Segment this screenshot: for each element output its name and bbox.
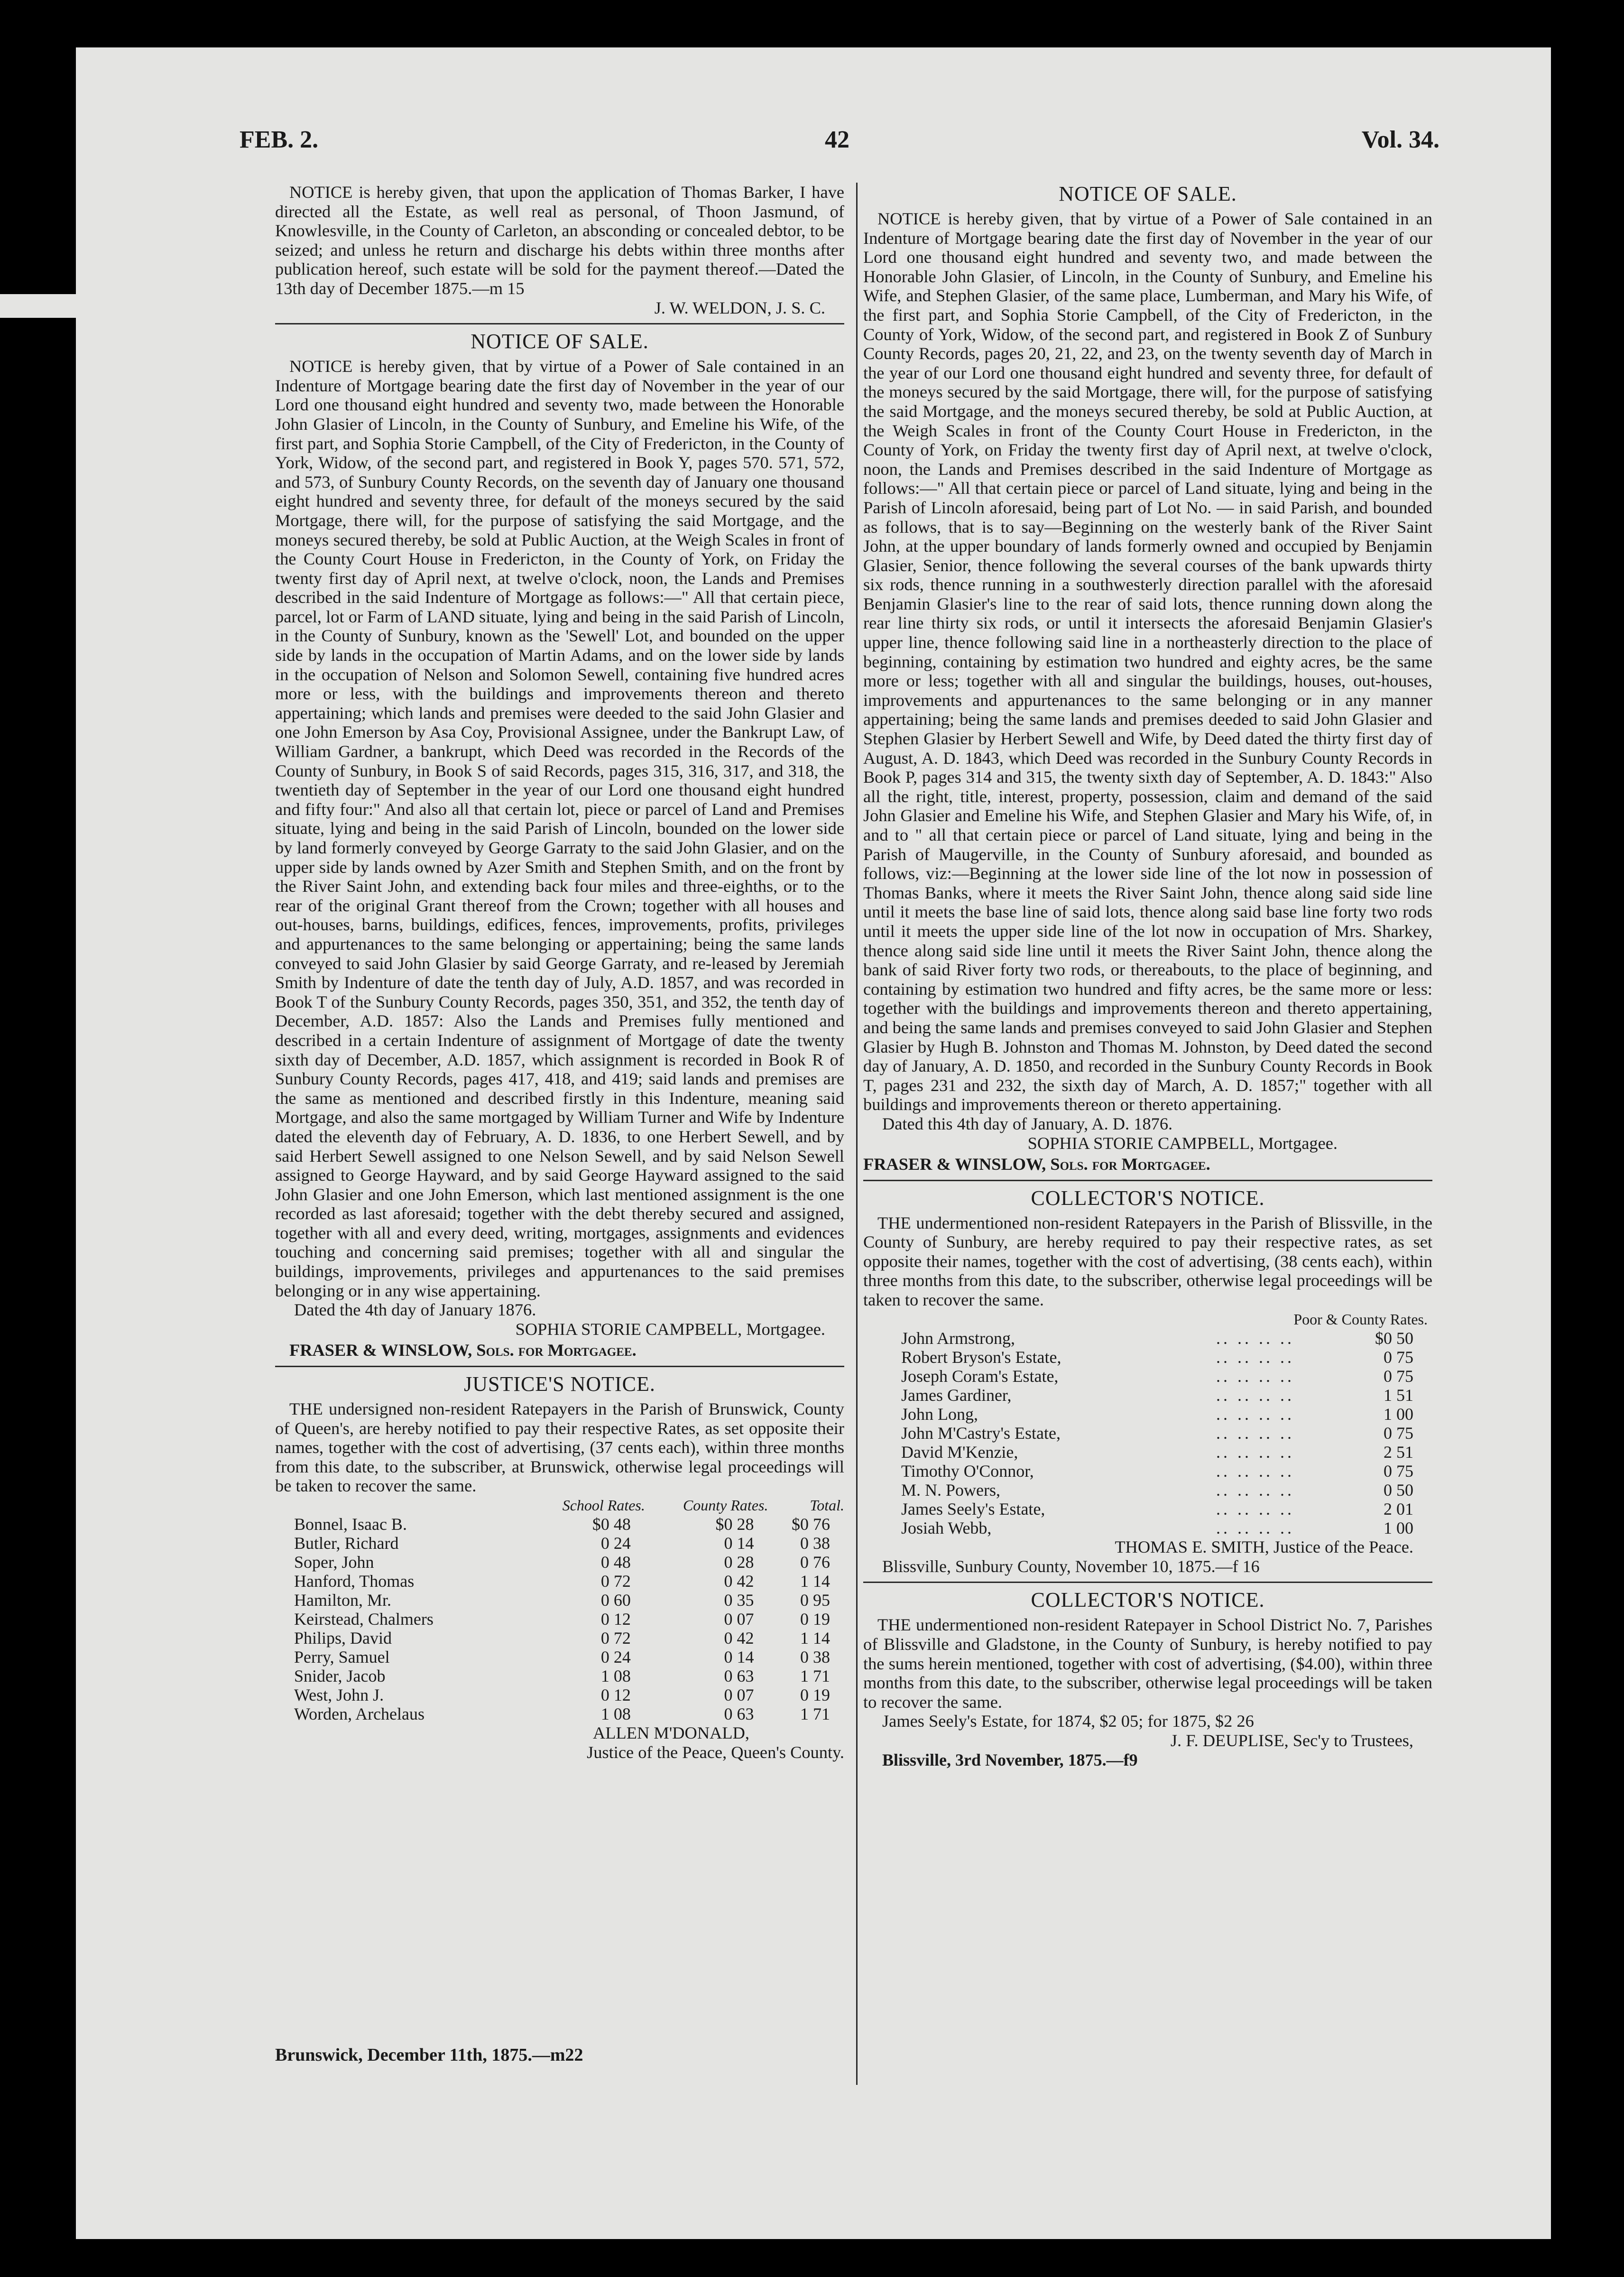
sale-text: NOTICE is hereby given, that by virtue of a Power of Sale contained in an Indenture of Mortgage bearing date the first day of November in the year of our Lord one thousand eight hundred and seventy two, made between the Honorable John Glasier of Lincoln, in the County of Sunbury, and Emeline his Wife, of the first part, and Sophia Storie Campbell, of the City of Fredericton, in the County of York, Widow, of the second part, and registered in Book Y, pages 570. 571, 572, and 573, of Sunbury County Records, on the seventh day of January one thousand eight hundred and seventy three, for default of the moneys secured by the said Mortgage, there will, for the purpose of satisfying the said Mortgage, and the moneys secured thereby, be sold at Public Auction, at the Weigh Scales in front of the County Court House in Fredericton, in the County of York, on Friday the twenty first day of April next, at twelve o'clock, noon, the Lands and Premises described in the said Indenture of Mortgage as follows:—" All that certain piece, parcel, lot or Farm of LAND situate, lying and being in the said Parish of Lincoln, in the County of Sunbury, known as the 'Sewell' Lot, and bounded on the upper side by lands in the occupation of Martin Adams, and on the lower side by lands in the occupation of Nelson and Solomon Sewell, containing five hundred acres more or less, with the buildings and improvements thereon and thereto appertaining; which lands and premises were deeded to the said John Glasier and one John Emerson by Asa Coy, Provisional Assignee, under the Bankrupt Law, of William Gardner, a bankrupt, which Deed was recorded in the Records of the County of Sunbury, in Book S of said Records, pages 315, 316, 317, and 318, the twentieth day of September in the year of our Lord one thousand eight hundred and fifty four:" And also all that certain lot, piece or parcel of Land and Premises situate, lying and being in the said Parish of Lincoln, bounded on the lower side by land formerly conveyed by George Garraty to the said John Glasier, and on the upper side by lands owned by Azer Smith and Stephen Smith, and on the front by the River Saint John, and extending back four miles and three-eighths, or to the rear of the original Grant thereof from the Crown; together with all houses and out-houses, barns, buildings, edifices, fences, improvements, profits, privileges and appurtenances to the same belonging or appertaining; being the same lands conveyed to said John Glasier by said George Garraty, and re-leased by Jeremiah Smith by Indenture of date the tenth day of July, A.D. 1857, and was recorded in Book T of the Sunbury County Records, pages 350, 351, and 352, the tenth day of December, A.D. 1857: Also the Lands and Premises fully mentioned and described in a certain Indenture of assignment of Mortgage of date the twenty sixth day of December, A.D. 1857, which assignment is recorded in Book R of Sunbury County Records, pages 417, 418, and 419; said lands and premises are the same as mentioned and described firstly in this Indenture, meaning said Mortgage, and also the same mortgaged by William Turner and Wife by Indenture dated the eleventh day of February, A. D. 1836, to one Herbert Sewell, and by said Herbert Sewell assigned to one Nelson Sewell, and by said Nelson Sewell assigned to George Hayward, and by said George Hayward assigned to the said John Glasier and one John Emerson, which last mentioned assignment is the one recorded as last aforesaid; together with the debt thereby secured and assigned, together with all and every deed, writing, mortgages, assignments and evidences touching and concerning said premises; together with all and singular the buildings, improvements, privileges and appurtenances to the said premises belonging or in any wise appertaining. bbox=[275, 357, 844, 1300]
rate-amount: 1 00 bbox=[1384, 1405, 1413, 1424]
table-row bbox=[863, 1462, 1432, 1481]
notice-signature: J. W. WELDON, J. S. C. bbox=[654, 298, 825, 317]
ratepayer-name: Snider, Jacob bbox=[294, 1666, 386, 1685]
school-rate: 1 08 bbox=[600, 1666, 631, 1685]
total-rate: $0 76 bbox=[792, 1515, 830, 1534]
table-row bbox=[863, 1329, 1432, 1348]
table-row bbox=[275, 1610, 844, 1629]
divider bbox=[275, 1366, 844, 1367]
collectors-notice-1 bbox=[863, 1187, 1432, 1576]
ratepayer-name: Josiah Webb, bbox=[901, 1518, 992, 1538]
table-row bbox=[275, 1629, 844, 1648]
collectors-notice-2 bbox=[863, 1589, 1432, 1769]
table-row bbox=[863, 1367, 1432, 1386]
school-rate: 0 24 bbox=[600, 1648, 631, 1666]
leader-dots: .. .. .. .. bbox=[1216, 1518, 1294, 1538]
leader-dots: .. .. .. .. bbox=[1216, 1386, 1294, 1405]
table-row bbox=[863, 1405, 1432, 1424]
justice-signature-title: Justice of the Peace, Queen's County. bbox=[587, 1742, 844, 1762]
school-rate: 1 08 bbox=[600, 1704, 631, 1723]
page-header bbox=[240, 126, 1439, 164]
rate-amount: 0 75 bbox=[1384, 1462, 1413, 1481]
section-title: NOTICE OF SALE. bbox=[471, 330, 649, 353]
ratepayer-name: Bonnel, Isaac B. bbox=[294, 1515, 407, 1534]
school-rate: 0 72 bbox=[600, 1629, 631, 1648]
table-row bbox=[275, 1666, 844, 1685]
leader-dots: .. .. .. .. bbox=[1216, 1443, 1294, 1462]
total-rate: 0 76 bbox=[800, 1553, 830, 1572]
rate-amount: 2 01 bbox=[1384, 1499, 1413, 1519]
total-rate: 0 38 bbox=[800, 1648, 830, 1666]
collector-signature: THOMAS E. SMITH, Justice of the Peace. bbox=[1115, 1537, 1413, 1557]
rate-amount: 1 51 bbox=[1384, 1386, 1413, 1405]
rate-amount: 0 75 bbox=[1384, 1367, 1413, 1386]
sale-solicitors: FRASER & WINSLOW, Sols. for Mortgagee. bbox=[289, 1341, 637, 1360]
school-rate: 0 72 bbox=[600, 1572, 631, 1591]
school-rate: 0 24 bbox=[600, 1534, 631, 1553]
collector-text: THE undermentioned non-resident Ratepayer in School District No. 7, Parishes of Blissville and Gladstone, in the County of Sunbury, is hereby notified to pay the sums herein mentioned, together with cost of advertising, ($4.00), within three months from this date, to the subscriber, otherwise legal proceedings will be taken to recover the same. bbox=[863, 1615, 1432, 1712]
ratepayer-name: Joseph Coram's Estate, bbox=[901, 1367, 1059, 1386]
sale-signature: SOPHIA STORIE CAMPBELL, Mortgagee. bbox=[515, 1319, 825, 1339]
ratepayer-name: Perry, Samuel bbox=[294, 1648, 390, 1666]
ratepayer-name: Hanford, Thomas bbox=[294, 1572, 415, 1591]
page-number: 42 bbox=[825, 126, 849, 153]
table-row bbox=[275, 1572, 844, 1591]
justices-notice bbox=[275, 1373, 844, 1762]
sale-solicitors: FRASER & WINSLOW, Sols. for Mortgagee. bbox=[863, 1155, 1210, 1174]
paper-scrap bbox=[0, 294, 81, 318]
ratepayer-name: Hamilton, Mr. bbox=[294, 1591, 391, 1610]
leader-dots: .. .. .. .. bbox=[1216, 1405, 1294, 1424]
justice-text: THE undersigned non-resident Ratepayers in the Parish of Brunswick, County of Queen's, are hereby notified to pay their respective Rates, as set opposite their names, together with the cost of advertising, (37 cents each), within three months from this date, to the subscriber, at Brunswick, otherwise legal proceedings will be taken to recover the same. bbox=[275, 1399, 844, 1496]
table-row bbox=[863, 1518, 1432, 1537]
table-row bbox=[275, 1553, 844, 1572]
header-date: FEB. 2. bbox=[240, 126, 319, 153]
school-rate: $0 48 bbox=[592, 1515, 631, 1534]
ratepayer-name: David M'Kenzie, bbox=[901, 1443, 1018, 1462]
leader-dots: .. .. .. .. bbox=[1216, 1499, 1294, 1519]
table-row bbox=[275, 1704, 844, 1723]
collector-text: THE undermentioned non-resident Ratepayers in the Parish of Blissville, in the County of Sunbury, are hereby required to pay their respective rates, as set opposite their names, together with the cost of advertising, (38 cents each), within three months from this date, to the subscriber, otherwise legal proceedings will be taken to recover the same. bbox=[863, 1213, 1432, 1310]
school-rate: 0 12 bbox=[600, 1685, 631, 1704]
total-rate: 0 95 bbox=[800, 1591, 830, 1610]
section-title: NOTICE OF SALE. bbox=[1059, 183, 1237, 205]
justice-footer: Brunswick, December 11th, 1875.—m22 bbox=[275, 2045, 583, 2065]
table-row bbox=[275, 1685, 844, 1704]
county-rate: 0 07 bbox=[724, 1685, 754, 1704]
county-rate: $0 28 bbox=[715, 1515, 754, 1534]
school-rate: 0 12 bbox=[600, 1610, 631, 1629]
leader-dots: .. .. .. .. bbox=[1216, 1367, 1294, 1386]
collector-rates-table bbox=[863, 1329, 1432, 1537]
county-rate: 0 63 bbox=[724, 1666, 754, 1685]
county-rate: 0 42 bbox=[724, 1629, 754, 1648]
collector-signature: J. F. DEUPLISE, Sec'y to Trustees, bbox=[1170, 1731, 1413, 1750]
total-rate: 1 14 bbox=[800, 1629, 830, 1648]
table-row bbox=[275, 1515, 844, 1534]
sale-dated: Dated this 4th day of January, A. D. 1876. bbox=[882, 1114, 1173, 1133]
rates-label: Poor & County Rates. bbox=[1293, 1310, 1428, 1328]
table-row bbox=[275, 1534, 844, 1553]
ratepayer-name: West, John J. bbox=[294, 1685, 384, 1704]
volume-number: Vol. 34. bbox=[1361, 126, 1439, 153]
leader-dots: .. .. .. .. bbox=[1216, 1424, 1294, 1443]
rate-amount: 2 51 bbox=[1384, 1443, 1413, 1462]
ratepayer-name: Butler, Richard bbox=[294, 1534, 399, 1553]
ratepayer-name: Soper, John bbox=[294, 1553, 374, 1572]
ratepayer-name: Philips, David bbox=[294, 1629, 392, 1648]
table-row bbox=[275, 1591, 844, 1610]
ratepayer-name: James Seely's Estate, bbox=[901, 1499, 1045, 1519]
county-rate: 0 07 bbox=[724, 1610, 754, 1629]
section-title: COLLECTOR'S NOTICE. bbox=[1031, 1588, 1265, 1612]
notice-text: NOTICE is hereby given, that upon the application of Thomas Barker, I have directed all the Estate, as well real as personal, of Thoon Jasmund, of Knowlesville, in the County of Carleton, an absconding or concealed debtor, to be seized; and unless he return and discharge his debts within three months after publication hereof, such estate will be sold for the payment thereof.—Dated the 13th day of December 1875.—m 15 bbox=[275, 183, 844, 298]
collector-footer: Blissville, 3rd November, 1875.—f9 bbox=[882, 1750, 1138, 1769]
rate-amount: 0 50 bbox=[1384, 1481, 1413, 1500]
notice-of-sale-left bbox=[275, 330, 844, 1360]
section-title: COLLECTOR'S NOTICE. bbox=[1031, 1186, 1265, 1210]
estate-line: James Seely's Estate, for 1874, $2 05; for 1875, $2 26 bbox=[882, 1712, 1254, 1731]
column-header-school: School Rates. bbox=[562, 1497, 645, 1514]
absconding-debtor-notice bbox=[275, 183, 844, 317]
justice-signature-name: ALLEN M'DONALD, bbox=[593, 1723, 749, 1742]
total-rate: 1 71 bbox=[800, 1704, 830, 1723]
leader-dots: .. .. .. .. bbox=[1216, 1348, 1294, 1367]
leader-dots: .. .. .. .. bbox=[1216, 1481, 1294, 1500]
column-divider bbox=[856, 183, 858, 2085]
leader-dots: .. .. .. .. bbox=[1216, 1462, 1294, 1481]
ratepayer-name: Worden, Archelaus bbox=[294, 1704, 425, 1723]
county-rate: 0 14 bbox=[724, 1534, 754, 1553]
table-row bbox=[863, 1481, 1432, 1499]
sale-dated: Dated the 4th day of January 1876. bbox=[294, 1300, 536, 1320]
ratepayer-name: James Gardiner, bbox=[901, 1386, 1012, 1405]
total-rate: 1 14 bbox=[800, 1572, 830, 1591]
leader-dots: .. .. .. .. bbox=[1216, 1329, 1294, 1348]
total-rate: 0 19 bbox=[800, 1685, 830, 1704]
section-title: JUSTICE'S NOTICE. bbox=[464, 1372, 655, 1396]
right-column bbox=[863, 183, 1432, 1876]
county-rate: 0 35 bbox=[724, 1591, 754, 1610]
county-rate: 0 28 bbox=[724, 1553, 754, 1572]
notice-of-sale-right bbox=[863, 183, 1432, 1174]
rate-amount: $0 50 bbox=[1375, 1329, 1413, 1348]
table-row bbox=[863, 1499, 1432, 1518]
ratepayer-name: M. N. Powers, bbox=[901, 1481, 1001, 1500]
divider bbox=[863, 1582, 1432, 1583]
table-row bbox=[275, 1648, 844, 1666]
sale-text: NOTICE is hereby given, that by virtue of a Power of Sale contained in an Indenture of Mortgage bearing date the first day of November in the year of our Lord one thousand eight hundred and seventy two, and made between the Honorable John Glasier, of Lincoln, in the County of Sunbury, and Emeline his Wife, and Stephen Glasier, of the same place, Lumberman, and Mary his Wife, of the first part, and Sophia Storie Campbell, of the City of Fredericton, in the County of York, Widow, of the second part, and registered in Book Z of Sunbury County Records, pages 20, 21, 22, and 23, on the twenty seventh day of March in the year of our Lord one thousand eight hundred and seventy three, for default of the moneys secured by the said Mortgage, there will, for the purpose of satisfying the said Mortgage, and the moneys secured thereby, be sold at Public Auction, at the Weigh Scales in front of the County Court House in Fredericton, in the County of York, on Friday the twenty first day of April next, at twelve o'clock, noon, the Lands and Premises described in the said Indenture of Mortgage as follows:—" All that certain piece or parcel of Land situate, lying and being in the Parish of Lincoln aforesaid, being part of Lot No. — in said Parish, and bounded as follows, that is to say—Beginning on the westerly bank of the River Saint John, at the upper boundary of lands formerly owned and occupied by Benjamin Glasier, Senior, thence following the several courses of the bank upwards thirty six rods, thence running in a southwesterly direction parallel with the aforesaid Benjamin Glasier's line to the rear of said lots, thence running down along the rear line thirty six rods, or until it intersects the aforesaid Benjamin Glasier's upper line, thence following said line in a northeasterly direction to the place of beginning, containing by estimation two hundred and eighty acres, be the same more or less; together with all and singular the buildings, houses, out-houses, improvements and appurtenances to the same belonging or in any manner appertaining; being the same lands and premises deeded to said John Glasier and Stephen Glasier by Herbert Sewell and Wife, by Deed dated the thirty first day of August, A. D. 1843, which Deed was recorded in the Sunbury County Records in Book P, pages 314 and 315, the twenty sixth day of September, A. D. 1843:" Also all the right, title, interest, property, possession, claim and demand of the said John Glasier and Emeline his Wife, and Stephen Glasier and Mary his Wife, of, in and to " all that certain piece or parcel of Land situate, lying and being in the Parish of Maugerville, in the County of Sunbury aforesaid, and bounded as follows, viz:—Beginning at the lower side line of the lot now in possession of Thomas Banks, where it meets the River Saint John, thence along said side line until it meets the base line of said lots, thence along said base line forty two rods until it meets the upper side line of the lot now in occupation of Mrs. Sharkey, thence along said side line until it meets the River Saint John, thence along the bank of said River forty two rods, or thereabouts, to the place of beginning, and containing by estimation two hundred and fifty acres, be the same more or less: together with the buildings and improvements thereon and thereto appertaining, and being the same lands and premises conveyed to said John Glasier and Stephen Glasier by Hugh B. Johnston and Thomas M. Johnston, by Deed dated the second day of January, A. D. 1850, and recorded in the Sunbury County Records in Book T, pages 231 and 232, the sixth day of March, A. D. 1857;" together with all buildings and improvements thereon or thereto appertaining. bbox=[863, 209, 1432, 1114]
ratepayer-name: John Armstrong, bbox=[901, 1329, 1015, 1348]
school-rate: 0 60 bbox=[600, 1591, 631, 1610]
ratepayer-name: Robert Bryson's Estate, bbox=[901, 1348, 1061, 1367]
total-rate: 0 19 bbox=[800, 1610, 830, 1629]
table-row bbox=[863, 1386, 1432, 1405]
school-rate: 0 48 bbox=[600, 1553, 631, 1572]
rate-amount: 1 00 bbox=[1384, 1518, 1413, 1538]
table-row bbox=[863, 1443, 1432, 1462]
ratepayer-name: John Long, bbox=[901, 1405, 978, 1424]
total-rate: 1 71 bbox=[800, 1666, 830, 1685]
ratepayer-name: Timothy O'Connor, bbox=[901, 1462, 1034, 1481]
divider bbox=[275, 323, 844, 324]
county-rate: 0 42 bbox=[724, 1572, 754, 1591]
collector-footer: Blissville, Sunbury County, November 10, 1875.—f 16 bbox=[882, 1556, 1260, 1576]
county-rate: 0 14 bbox=[724, 1648, 754, 1666]
rates-table bbox=[275, 1496, 844, 1723]
divider bbox=[863, 1180, 1432, 1181]
left-column bbox=[275, 183, 844, 2099]
rate-amount: 0 75 bbox=[1384, 1424, 1413, 1443]
table-row bbox=[863, 1348, 1432, 1367]
ratepayer-name: Keirstead, Chalmers bbox=[294, 1610, 434, 1629]
total-rate: 0 38 bbox=[800, 1534, 830, 1553]
ratepayer-name: John M'Castry's Estate, bbox=[901, 1424, 1061, 1443]
county-rate: 0 63 bbox=[724, 1704, 754, 1723]
rate-amount: 0 75 bbox=[1384, 1348, 1413, 1367]
table-row bbox=[863, 1424, 1432, 1443]
column-header-county: County Rates. bbox=[683, 1497, 768, 1514]
sale-signature: SOPHIA STORIE CAMPBELL, Mortgagee. bbox=[1027, 1133, 1338, 1153]
column-header-total: Total. bbox=[810, 1497, 844, 1514]
column-header-name bbox=[275, 1496, 526, 1515]
